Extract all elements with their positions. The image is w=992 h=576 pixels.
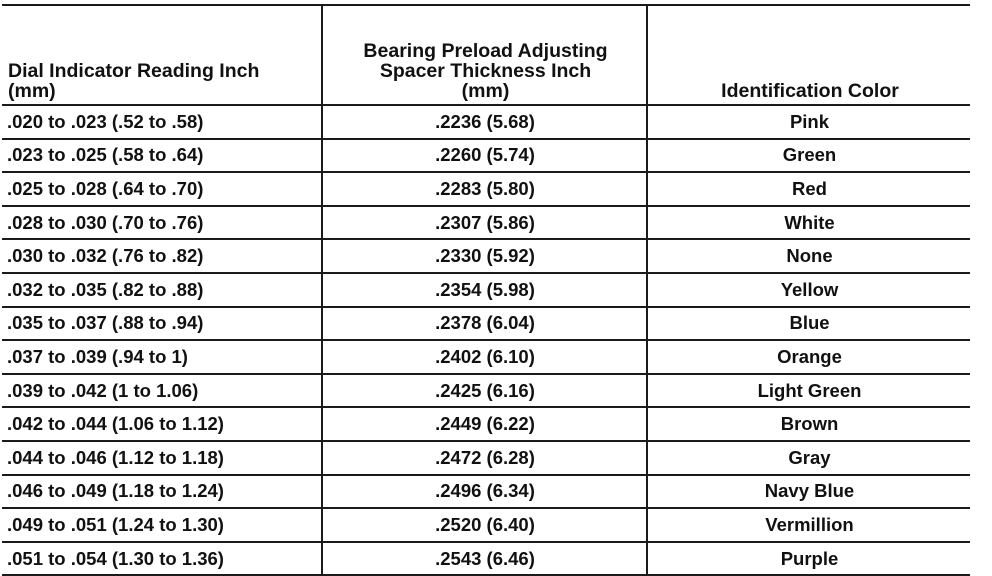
table-row — [2, 139, 970, 173]
identification-color-cell: White — [647, 206, 970, 240]
table-row — [2, 105, 970, 139]
identification-color-cell: Orange — [647, 340, 970, 374]
spacer-thickness-cell: .2354 (5.98) — [322, 273, 647, 307]
identification-color-cell: Yellow — [647, 273, 970, 307]
identification-color-cell: Blue — [647, 307, 970, 341]
identification-color-cell: Green — [647, 139, 970, 173]
reading-cell: .028 to .030 (.70 to .76) — [2, 206, 322, 240]
table-row — [2, 340, 970, 374]
table-row — [2, 239, 970, 273]
reading-cell: .030 to .032 (.76 to .82) — [2, 239, 322, 273]
spacer-thickness-cell: .2449 (6.22) — [322, 407, 647, 441]
identification-color-cell: Gray — [647, 441, 970, 475]
spacer-thickness-cell: .2260 (5.74) — [322, 139, 647, 173]
spacer-selection-table — [2, 4, 970, 576]
spacer-thickness-cell: .2330 (5.92) — [322, 239, 647, 273]
reading-cell: .025 to .028 (.64 to .70) — [2, 172, 322, 206]
table-body — [2, 105, 970, 575]
spacer-thickness-cell: .2496 (6.34) — [322, 475, 647, 509]
reading-cell: .044 to .046 (1.12 to 1.18) — [2, 441, 322, 475]
identification-color-cell: Red — [647, 172, 970, 206]
spacer-thickness-cell: .2402 (6.10) — [322, 340, 647, 374]
identification-color-cell: Navy Blue — [647, 475, 970, 509]
reading-cell: .042 to .044 (1.06 to 1.12) — [2, 407, 322, 441]
header-spacer-thickness — [322, 5, 647, 105]
identification-color-cell: Light Green — [647, 374, 970, 408]
header-reading-line-1: Dial Indicator Reading Inch — [8, 60, 260, 82]
spacer-thickness-cell: .2425 (6.16) — [322, 374, 647, 408]
reading-cell: .037 to .039 (.94 to 1) — [2, 340, 322, 374]
header-spacer-line-2: Spacer Thickness Inch — [379, 60, 592, 82]
spacer-thickness-cell: .2520 (6.40) — [322, 508, 647, 542]
spacer-thickness-cell: .2283 (5.80) — [322, 172, 647, 206]
header-reading-line-2: (mm) — [8, 80, 56, 102]
reading-cell: .046 to .049 (1.18 to 1.24) — [2, 475, 322, 509]
identification-color-cell: None — [647, 239, 970, 273]
reading-cell: .039 to .042 (1 to 1.06) — [2, 374, 322, 408]
header-color-line-1: Identification Color — [721, 80, 899, 102]
table-row — [2, 542, 970, 576]
reading-cell: .035 to .037 (.88 to .94) — [2, 307, 322, 341]
spacer-thickness-cell: .2307 (5.86) — [322, 206, 647, 240]
identification-color-cell: Pink — [647, 105, 970, 139]
table-row — [2, 307, 970, 341]
reading-cell: .020 to .023 (.52 to .58) — [2, 105, 322, 139]
reading-cell: .051 to .054 (1.30 to 1.36) — [2, 542, 322, 576]
table-row — [2, 508, 970, 542]
identification-color-cell: Brown — [647, 407, 970, 441]
table-row — [2, 374, 970, 408]
header-row — [2, 5, 970, 105]
table-row — [2, 273, 970, 307]
reading-cell: .023 to .025 (.58 to .64) — [2, 139, 322, 173]
table-row — [2, 206, 970, 240]
table-row — [2, 441, 970, 475]
header-spacer-line-1: Bearing Preload Adjusting — [363, 40, 608, 62]
reading-cell: .049 to .051 (1.24 to 1.30) — [2, 508, 322, 542]
table-row — [2, 475, 970, 509]
table-row — [2, 407, 970, 441]
identification-color-cell: Purple — [647, 542, 970, 576]
spacer-thickness-cell: .2236 (5.68) — [322, 105, 647, 139]
table-header — [2, 5, 970, 105]
spacer-thickness-cell: .2543 (6.46) — [322, 542, 647, 576]
spacer-thickness-cell: .2472 (6.28) — [322, 441, 647, 475]
header-identification-color — [647, 5, 970, 105]
reading-cell: .032 to .035 (.82 to .88) — [2, 273, 322, 307]
header-dial-indicator-reading — [2, 5, 322, 105]
spacer-thickness-cell: .2378 (6.04) — [322, 307, 647, 341]
table-row — [2, 172, 970, 206]
header-spacer-line-3: (mm) — [461, 80, 510, 102]
identification-color-cell: Vermillion — [647, 508, 970, 542]
